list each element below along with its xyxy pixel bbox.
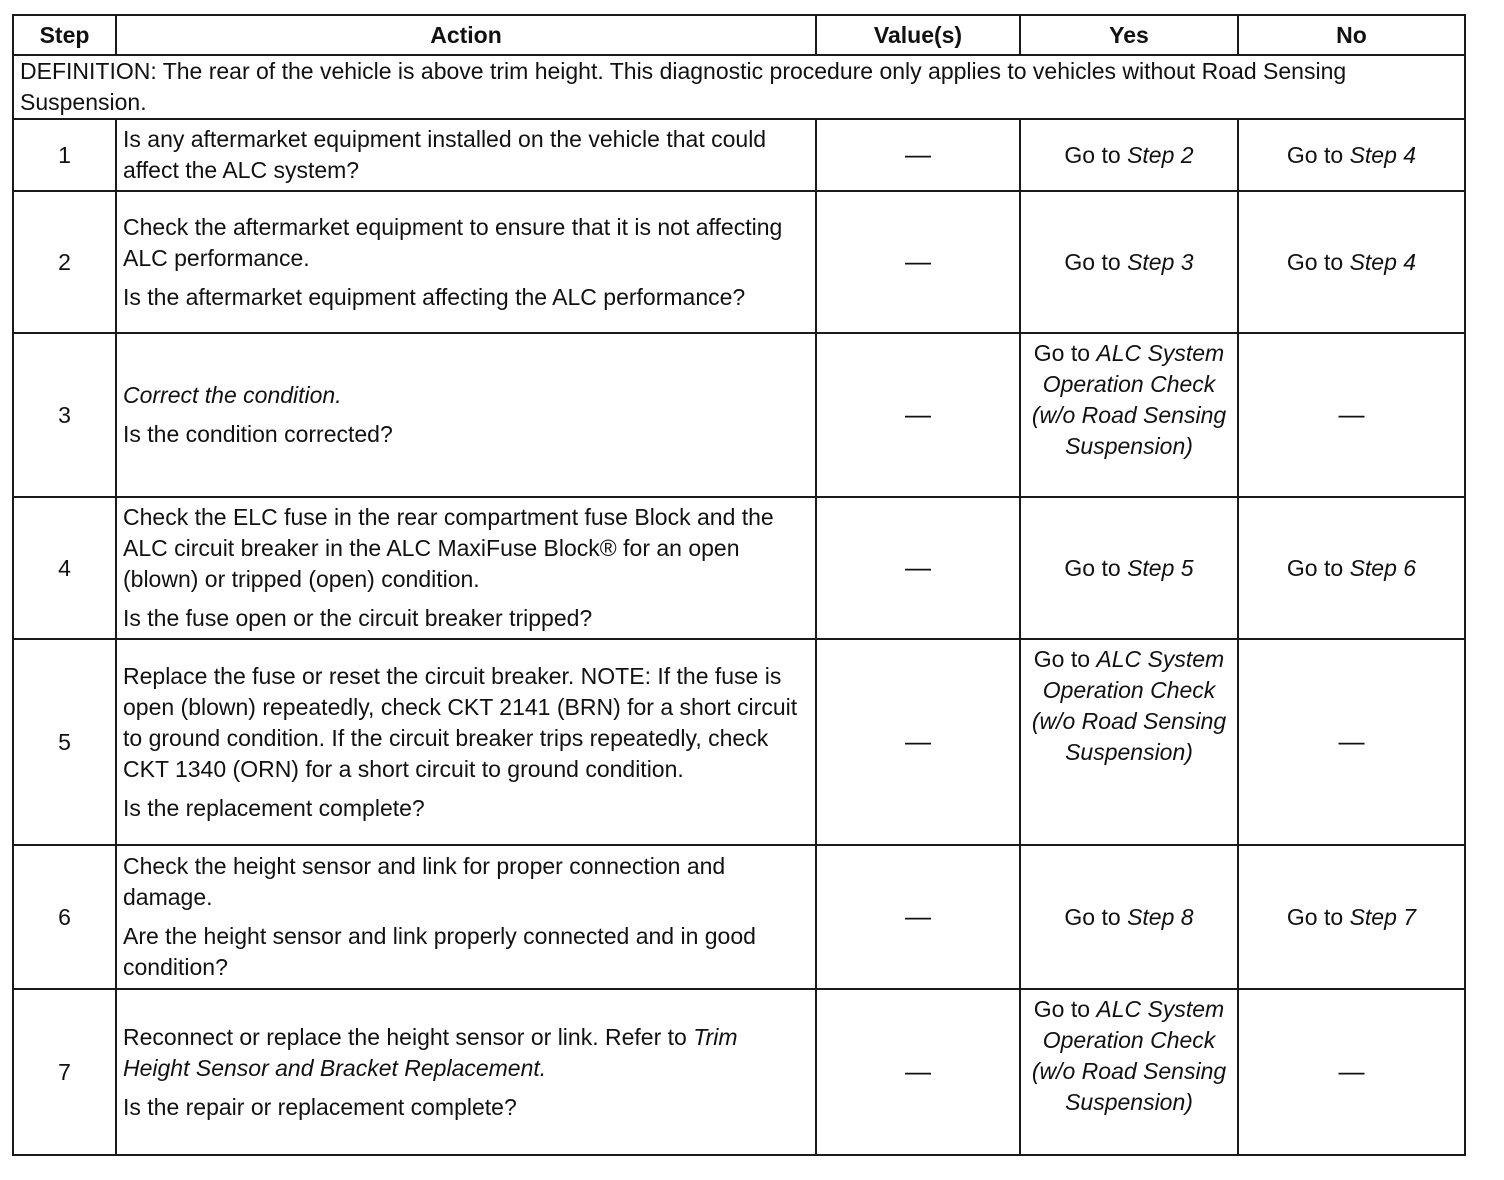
no-cell — [1238, 845, 1465, 989]
header-row — [13, 15, 1465, 55]
action-cell — [116, 333, 816, 497]
table-row — [13, 989, 1465, 1155]
header-action: Action — [116, 15, 816, 55]
yes-procedure-link: ALC System Operation Check (w/o Road Sensing Suspension) — [1031, 646, 1227, 765]
header-no: No — [1238, 15, 1465, 55]
definition-text: DEFINITION: The rear of the vehicle is above trim height. This diagnostic procedure only applies to vehicles without Road Sensing Suspension. — [13, 55, 1465, 119]
value-dash: — — [905, 552, 931, 582]
no-dash: — — [1338, 1056, 1365, 1086]
yes-prefix: Go to — [1064, 554, 1121, 581]
value-cell — [816, 989, 1020, 1155]
value-cell — [816, 119, 1020, 191]
action-cell — [116, 639, 816, 845]
yes-procedure-link: ALC System Operation Check (w/o Road Sensing Suspension) — [1031, 996, 1227, 1115]
yes-prefix: Go to — [1064, 903, 1121, 930]
action-question: Is any aftermarket equipment installed on the vehicle that could affect the ALC system? — [123, 126, 767, 183]
table-row — [13, 497, 1465, 639]
value-cell — [816, 333, 1020, 497]
step-number: 3 — [13, 333, 116, 497]
value-dash: — — [905, 1056, 931, 1086]
no-prefix: Go to — [1286, 141, 1344, 168]
action-cell — [116, 191, 816, 333]
yes-cell — [1020, 119, 1238, 191]
action-question: Is the replacement complete? — [123, 794, 425, 821]
yes-cell — [1020, 989, 1238, 1155]
diagnostic-table-page — [12, 14, 1464, 1156]
value-dash: — — [905, 726, 931, 756]
header-step: Step — [13, 15, 116, 55]
value-cell — [816, 639, 1020, 845]
action-instruction: Replace the fuse or reset the circuit breaker. NOTE: If the fuse is open (blown) repeatedly, check CKT 2141 (BRN) for a short circuit to ground condition. If the circuit breaker trips repeatedly, check CKT 1340 (ORN) for a short circuit to ground condition. — [123, 662, 798, 782]
action-cell — [116, 119, 816, 191]
no-prefix: Go to — [1286, 903, 1344, 930]
table-row — [13, 845, 1465, 989]
header-values: Value(s) — [816, 15, 1020, 55]
action-question: Is the fuse open or the circuit breaker tripped? — [123, 605, 593, 631]
yes-cell — [1020, 639, 1238, 845]
no-step-link: Step 6 — [1349, 554, 1417, 581]
value-dash: — — [905, 901, 931, 931]
yes-prefix: Go to — [1033, 340, 1091, 366]
action-instruction: Check the aftermarket equipment to ensure that it is not affecting ALC performance. — [123, 213, 783, 271]
yes-prefix: Go to — [1033, 646, 1091, 672]
no-prefix: Go to — [1286, 248, 1344, 275]
action-instruction: Check the ELC fuse in the rear compartment fuse Block and the ALC circuit breaker in the ALC MaxiFuse Block® for an open (blown) or tripped (open) condition. — [123, 504, 774, 592]
yes-step-link: Step 2 — [1127, 141, 1194, 168]
action-instruction — [123, 1022, 809, 1084]
step-number: 2 — [13, 191, 116, 333]
value-dash: — — [905, 399, 931, 429]
action-cell — [116, 989, 816, 1155]
action-instruction-text: Reconnect or replace the height sensor or link. Refer to — [123, 1023, 687, 1050]
action-instruction: Check the height sensor and link for proper connection and damage. — [123, 853, 726, 910]
action-cell — [116, 845, 816, 989]
step-number: 7 — [13, 989, 116, 1155]
diagnostic-table — [12, 14, 1466, 1156]
yes-cell — [1020, 497, 1238, 639]
no-prefix: Go to — [1286, 554, 1344, 581]
value-cell — [816, 191, 1020, 333]
no-step-link: Step 4 — [1349, 248, 1417, 275]
value-dash: — — [905, 139, 931, 169]
yes-step-link: Step 3 — [1127, 248, 1194, 275]
yes-prefix: Go to — [1064, 141, 1121, 168]
step-number: 1 — [13, 119, 116, 191]
action-question: Is the repair or replacement complete? — [123, 1093, 517, 1120]
table-row — [13, 191, 1465, 333]
table-row — [13, 333, 1465, 497]
step-number: 4 — [13, 497, 116, 639]
yes-procedure-link: ALC System Operation Check (w/o Road Sensing Suspension) — [1031, 340, 1227, 459]
value-cell — [816, 845, 1020, 989]
no-cell — [1238, 119, 1465, 191]
yes-prefix: Go to — [1033, 996, 1091, 1022]
action-question: Are the height sensor and link properly connected and in good condition? — [123, 923, 756, 980]
table-row — [13, 119, 1465, 191]
yes-cell — [1020, 191, 1238, 333]
yes-cell — [1020, 333, 1238, 497]
no-step-link: Step 7 — [1349, 903, 1417, 930]
procedure-reference-link: Trim Height Sensor and Bracket Replacement. — [123, 1023, 738, 1081]
action-instruction: Correct the condition. — [123, 382, 342, 408]
yes-cell — [1020, 845, 1238, 989]
no-cell — [1238, 639, 1465, 845]
step-number: 6 — [13, 845, 116, 989]
no-cell — [1238, 333, 1465, 497]
no-cell — [1238, 497, 1465, 639]
table-row — [13, 639, 1465, 845]
yes-step-link: Step 8 — [1127, 903, 1194, 930]
no-cell — [1238, 191, 1465, 333]
no-cell — [1238, 989, 1465, 1155]
value-cell — [816, 497, 1020, 639]
no-dash: — — [1338, 399, 1365, 429]
value-dash: — — [905, 246, 931, 276]
yes-step-link: Step 5 — [1127, 554, 1194, 581]
action-question: Is the condition corrected? — [123, 421, 393, 447]
no-step-link: Step 4 — [1349, 141, 1417, 168]
action-cell — [116, 497, 816, 639]
step-number: 5 — [13, 639, 116, 845]
definition-row — [13, 55, 1465, 119]
no-dash: — — [1338, 726, 1365, 756]
header-yes: Yes — [1020, 15, 1238, 55]
action-question: Is the aftermarket equipment affecting the ALC performance? — [123, 283, 746, 310]
yes-prefix: Go to — [1064, 248, 1121, 275]
